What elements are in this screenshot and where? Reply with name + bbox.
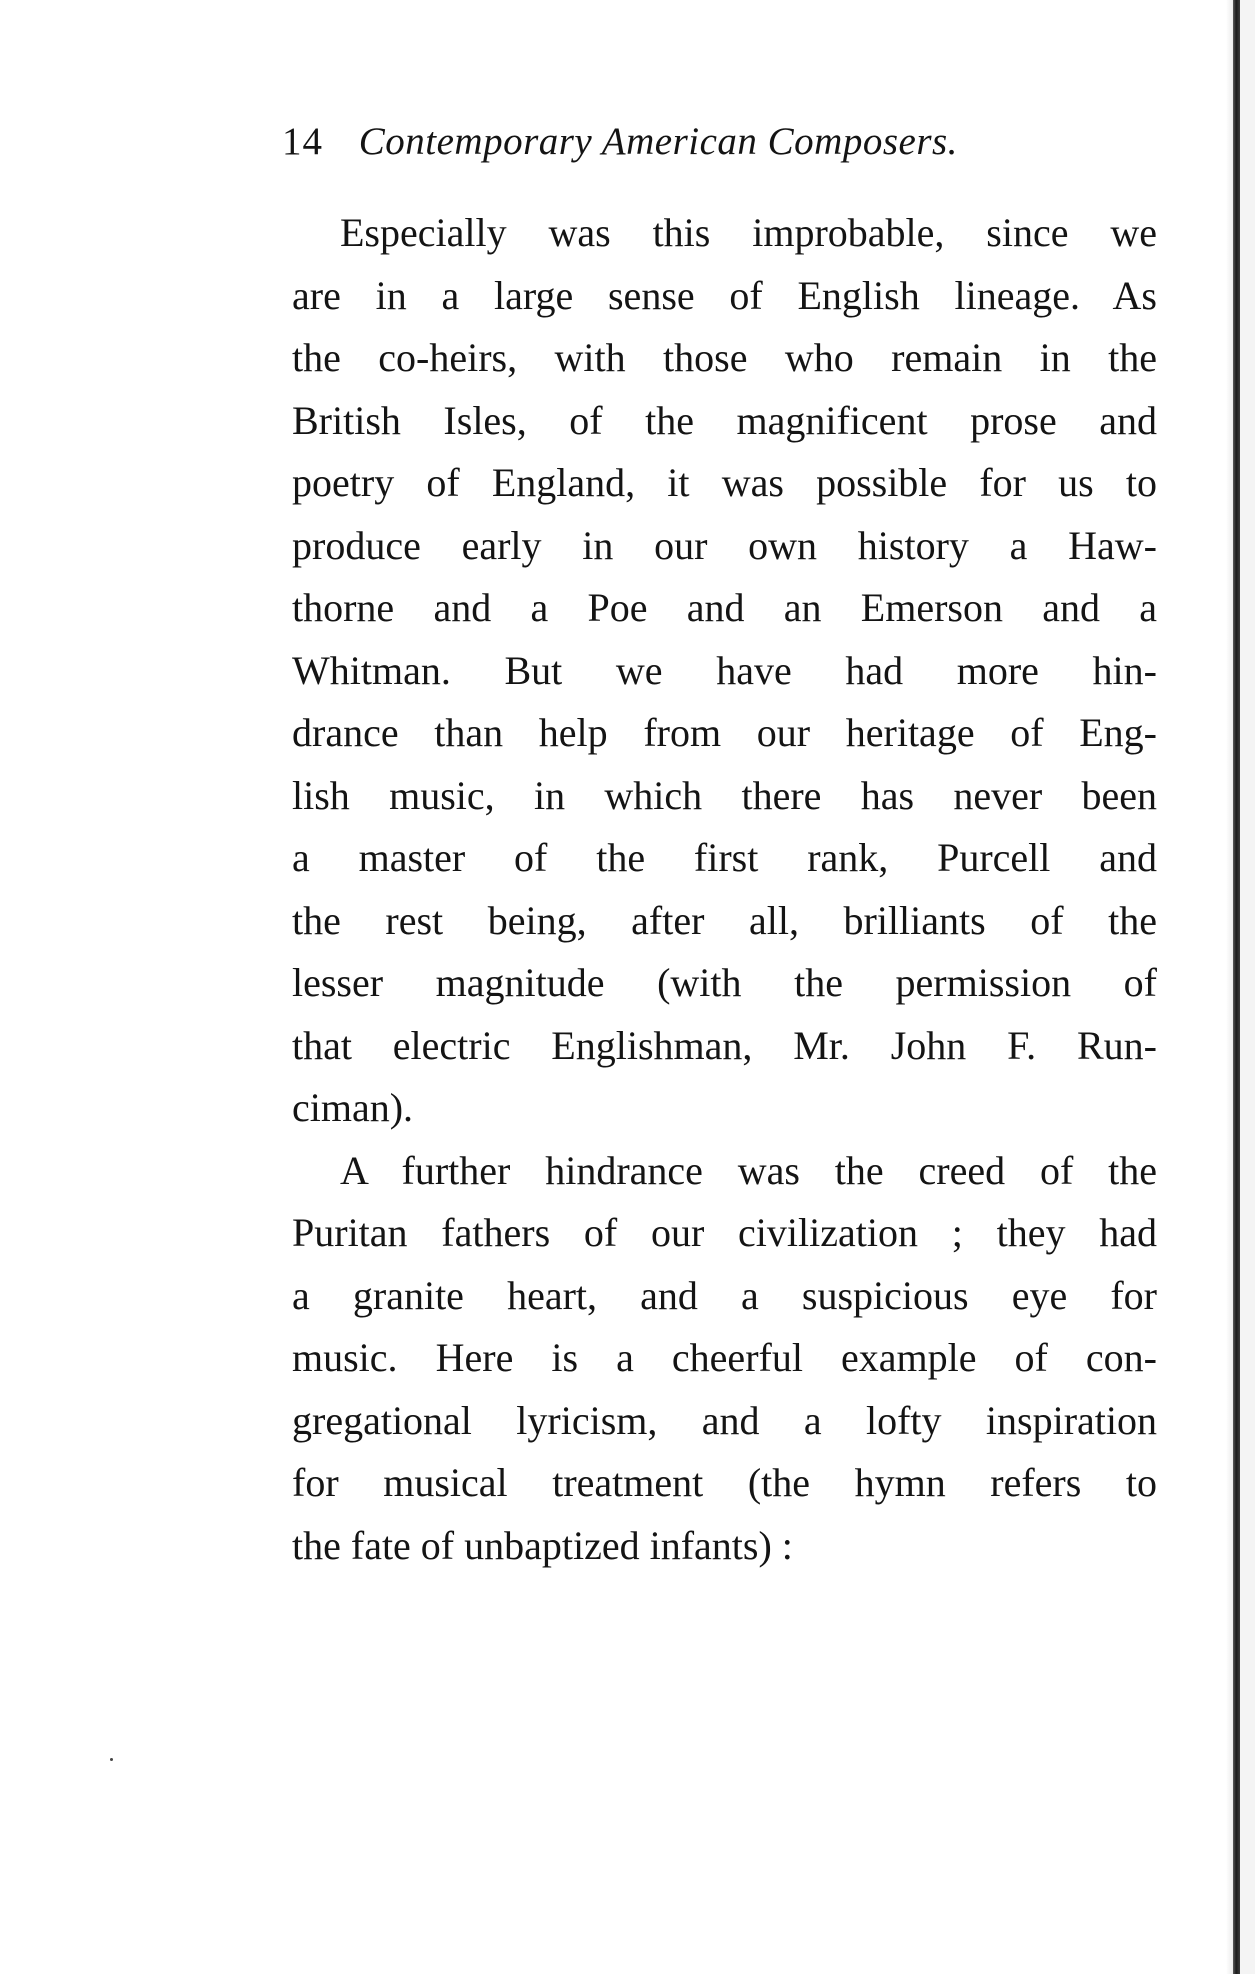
text-line: produce early in our own history a Haw- bbox=[292, 522, 1157, 568]
text-line: thorne and a Poe and an Emerson and a bbox=[292, 585, 1157, 630]
text-line: music. Here is a cheerful example of con- bbox=[292, 1335, 1157, 1380]
text-line: the rest being, after all, brilliants of the bbox=[292, 897, 1157, 943]
running-head bbox=[282, 112, 1082, 172]
paragraph-2 bbox=[292, 1140, 1157, 1578]
text-line: lish music, in which there has never been bbox=[292, 772, 1157, 818]
text-line: poetry of England, it was possible for us to bbox=[292, 460, 1157, 505]
binding-margin bbox=[1240, 0, 1255, 1974]
text-line: drance than help from our heritage of Eng- bbox=[292, 710, 1157, 755]
text-line: a granite heart, and a suspicious eye for bbox=[292, 1272, 1157, 1318]
text-line: lesser magnitude (with the permission of bbox=[292, 960, 1157, 1005]
binding-edge bbox=[1233, 0, 1240, 1974]
paragraph-1 bbox=[292, 202, 1157, 1140]
text-line: ciman). bbox=[292, 1085, 414, 1130]
text-line: A further hindrance was the creed of the bbox=[340, 1147, 1157, 1193]
text-line: for musical treatment (the hymn refers to bbox=[292, 1460, 1157, 1505]
running-head-title: Contemporary American Composers. bbox=[358, 120, 958, 163]
paper-speck bbox=[110, 1758, 113, 1761]
text-line: British Isles, of the magnificent prose and bbox=[292, 397, 1157, 443]
text-line: Whitman. But we have had more hin- bbox=[292, 647, 1157, 693]
text-line: Puritan fathers of our civilization ; they had bbox=[292, 1210, 1157, 1255]
text-line: a master of the first rank, Purcell and bbox=[292, 835, 1157, 880]
binding-shadow bbox=[1226, 0, 1233, 1974]
text-line: are in a large sense of English lineage. As bbox=[292, 272, 1157, 318]
text-line: gregational lyricism, and a lofty inspiration bbox=[292, 1397, 1157, 1443]
body-text bbox=[292, 202, 1157, 1577]
page-number: 14 bbox=[282, 120, 323, 163]
text-line: that electric Englishman, Mr. John F. Run- bbox=[292, 1022, 1157, 1068]
text-line: Especially was this improbable, since we bbox=[340, 210, 1157, 255]
text-line: the co-heirs, with those who remain in the bbox=[292, 335, 1157, 380]
text-line: the fate of unbaptized infants) : bbox=[292, 1522, 793, 1568]
